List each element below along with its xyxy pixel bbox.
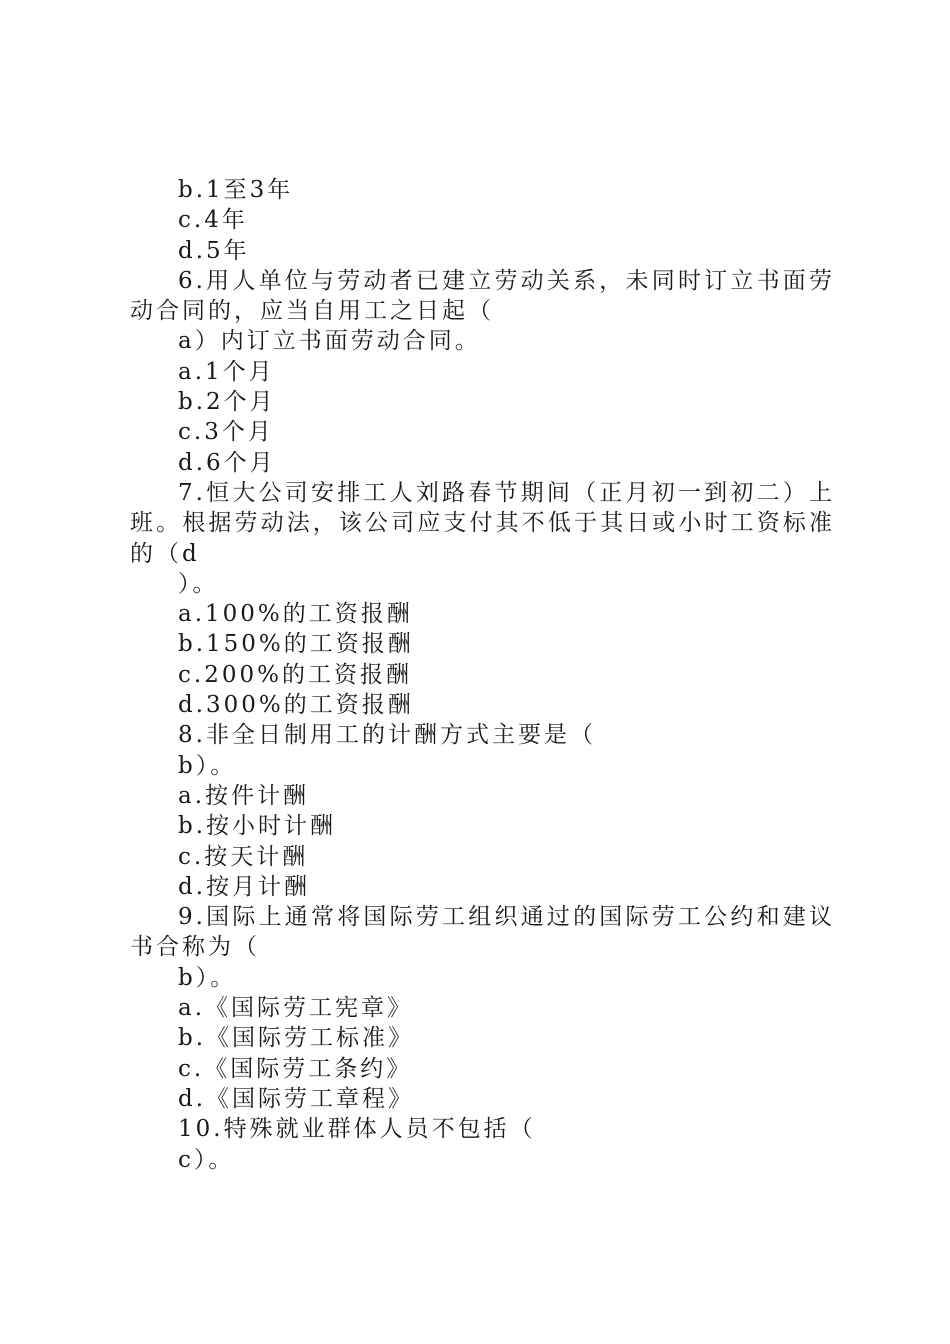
question-10: 10.特殊就业群体人员不包括（ bbox=[178, 1116, 536, 1143]
option-line: b.《国际劳工标准》 bbox=[178, 1025, 415, 1052]
option-line: c.3个月 bbox=[178, 419, 274, 446]
document-body bbox=[130, 175, 835, 1175]
answer-line: b）。 bbox=[178, 964, 237, 991]
option-line: c.4年 bbox=[178, 207, 248, 234]
option-line: a.《国际劳工宪章》 bbox=[178, 995, 414, 1022]
question-8: 8.非全日制用工的计酬方式主要是（ bbox=[178, 722, 596, 749]
question-9: 9.国际上通常将国际劳工组织通过的国际劳工公约和建议书合称为（ bbox=[130, 904, 835, 961]
option-line: b.1至3年 bbox=[178, 177, 294, 203]
option-line: b.2个月 bbox=[178, 389, 276, 416]
option-line: c.按天计酬 bbox=[178, 843, 309, 870]
answer-line: ）。 bbox=[178, 570, 219, 597]
option-line: c.《国际劳工条约》 bbox=[178, 1055, 413, 1082]
option-line: d.300%的工资报酬 bbox=[178, 692, 414, 719]
option-line: d.5年 bbox=[178, 237, 250, 264]
option-line: b.按小时计酬 bbox=[178, 813, 337, 840]
option-line: a.按件计酬 bbox=[178, 782, 310, 809]
option-line: b.150%的工资报酬 bbox=[178, 631, 414, 658]
question-6: 6.用人单位与劳动者已建立劳动关系，未同时订立书面劳动合同的，应当自用工之日起（ bbox=[130, 267, 835, 325]
question-7: 7.恒大公司安排工人刘路春节期间（正月初一到初二）上班。根据劳动法，该公司应支付其不低于其日或小时工资标准的（d bbox=[130, 479, 835, 567]
answer-line: a）内订立书面劳动合同。 bbox=[178, 328, 481, 355]
option-line: d.《国际劳工章程》 bbox=[178, 1085, 415, 1112]
option-line: a.1个月 bbox=[178, 358, 275, 385]
answer-line: b）。 bbox=[178, 752, 237, 779]
option-line: a.100%的工资报酬 bbox=[178, 601, 413, 628]
option-line: d.6个月 bbox=[178, 449, 276, 476]
option-line: d.按月计酬 bbox=[178, 873, 311, 900]
option-line: c.200%的工资报酬 bbox=[178, 661, 412, 688]
answer-line: c）。 bbox=[178, 1146, 235, 1173]
